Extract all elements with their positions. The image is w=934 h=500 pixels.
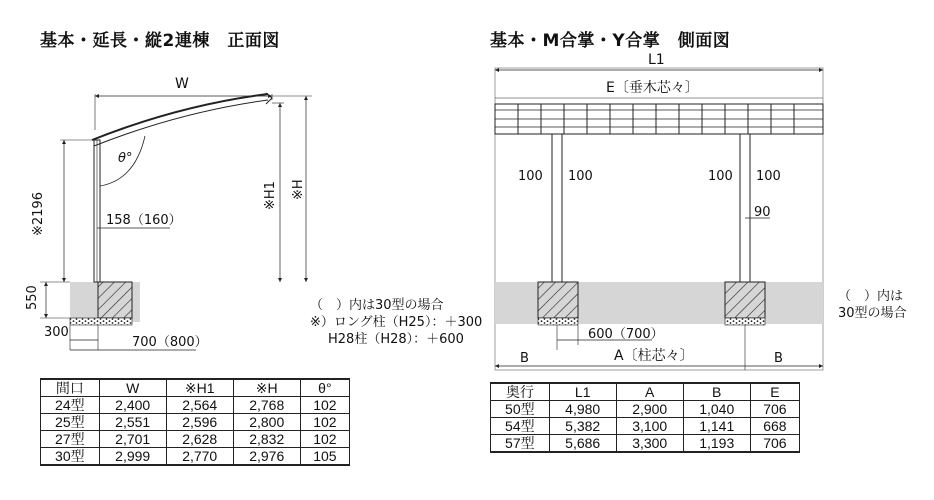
- side-view: [495, 68, 823, 370]
- label-overhang: 158（160）: [106, 213, 182, 228]
- table-cell: 1,040: [683, 401, 750, 418]
- label-600: 600（700）: [588, 327, 664, 342]
- header-cell: A: [616, 383, 683, 401]
- front-roof: [92, 94, 268, 140]
- front-view-title: 基本・延長・縦2連棟 正面図: [40, 31, 280, 51]
- table-row: [491, 401, 800, 418]
- table-cell: 706: [750, 435, 799, 453]
- table-cell: 2,400: [99, 397, 166, 414]
- table-cell: 2,628: [166, 431, 233, 448]
- side-foundation-left: [538, 282, 578, 318]
- table-cell: 2,768: [233, 397, 300, 414]
- front-gravel: [70, 318, 132, 325]
- table-cell: 102: [300, 397, 349, 414]
- table-row: [41, 414, 350, 431]
- table-header-row: [491, 383, 800, 401]
- label-l1: L1: [648, 52, 665, 68]
- table-cell: 4,980: [549, 401, 616, 418]
- table-cell: 5,382: [549, 418, 616, 435]
- table-cell: 2,999: [99, 448, 166, 466]
- table-cell: 2,900: [616, 401, 683, 418]
- table-cell: 105: [300, 448, 349, 466]
- table-cell: 2,596: [166, 414, 233, 431]
- header-cell: ※H1: [166, 379, 233, 397]
- label-post-left-b: 100: [568, 169, 593, 184]
- table-cell: 1,141: [683, 418, 750, 435]
- label-w: W: [175, 76, 189, 92]
- header-cell: 奥行: [491, 383, 550, 401]
- label-e: E〔垂木芯々〕: [606, 80, 699, 96]
- header-cell: 間口: [41, 379, 100, 397]
- table-row: [41, 448, 350, 466]
- table-cell: 3,100: [616, 418, 683, 435]
- label-post-left-a: 100: [518, 169, 543, 184]
- table-cell: 1,193: [683, 435, 750, 453]
- side-note-1: （ ）内は: [838, 289, 904, 304]
- label-h: ※H: [291, 179, 306, 200]
- table-cell: 2,800: [233, 414, 300, 431]
- table-cell: 5,686: [549, 435, 616, 453]
- table-cell: 668: [750, 418, 799, 435]
- side-notes: [838, 288, 907, 322]
- front-note-2: ※）ロング柱（H25）：＋300: [310, 315, 483, 330]
- side-post-right: [740, 134, 750, 282]
- table-cell: 2,832: [233, 431, 300, 448]
- table-cell: 57型: [491, 435, 550, 453]
- header-cell: B: [683, 383, 750, 401]
- table-cell: 30型: [41, 448, 100, 466]
- table-cell: 706: [750, 401, 799, 418]
- header-cell: θ°: [300, 379, 349, 397]
- front-note-1: （ ）内は30型の場合: [310, 298, 444, 313]
- label-b-right: B: [774, 351, 783, 366]
- front-note-3: H28柱（H28）：＋600: [328, 332, 464, 347]
- header-cell: W: [99, 379, 166, 397]
- table-cell: 2,701: [99, 431, 166, 448]
- label-theta: θ°: [118, 151, 133, 166]
- table-cell: 102: [300, 414, 349, 431]
- table-cell: 2,564: [166, 397, 233, 414]
- side-post-left: [552, 134, 562, 282]
- table-cell: 2,770: [166, 448, 233, 466]
- header-cell: L1: [549, 383, 616, 401]
- table-row: [41, 397, 350, 414]
- side-view-title: 基本・M合掌・Y合掌 側面図: [490, 31, 731, 51]
- label-700: 700（800）: [132, 335, 208, 350]
- label-b-left: B: [520, 351, 529, 366]
- front-spec-table: [40, 378, 350, 466]
- table-cell: 24型: [41, 397, 100, 414]
- label-h1: ※H1: [263, 181, 278, 210]
- table-row: [491, 435, 800, 453]
- label-2196: ※2196: [31, 192, 46, 236]
- label-90: 90: [754, 205, 771, 220]
- table-cell: 2,551: [99, 414, 166, 431]
- header-cell: ※H: [233, 379, 300, 397]
- label-300: 300: [44, 325, 69, 340]
- label-post-right-a: 100: [708, 169, 733, 184]
- table-cell: 25型: [41, 414, 100, 431]
- side-foundation-right: [725, 282, 765, 318]
- side-note-2: 30型の場合: [838, 306, 907, 321]
- table-header-row: [41, 379, 350, 397]
- table-row: [41, 431, 350, 448]
- header-cell: E: [750, 383, 799, 401]
- table-cell: 2,976: [233, 448, 300, 466]
- label-base: 550: [25, 285, 40, 310]
- table-cell: 3,300: [616, 435, 683, 453]
- side-spec-table: [490, 382, 800, 453]
- front-foundation: [98, 282, 132, 318]
- label-post-right-b: 100: [756, 169, 781, 184]
- label-a: A〔柱芯々〕: [614, 348, 694, 364]
- front-notes: [310, 297, 482, 348]
- table-row: [491, 418, 800, 435]
- table-cell: 54型: [491, 418, 550, 435]
- table-cell: 102: [300, 431, 349, 448]
- table-cell: 50型: [491, 401, 550, 418]
- table-cell: 27型: [41, 431, 100, 448]
